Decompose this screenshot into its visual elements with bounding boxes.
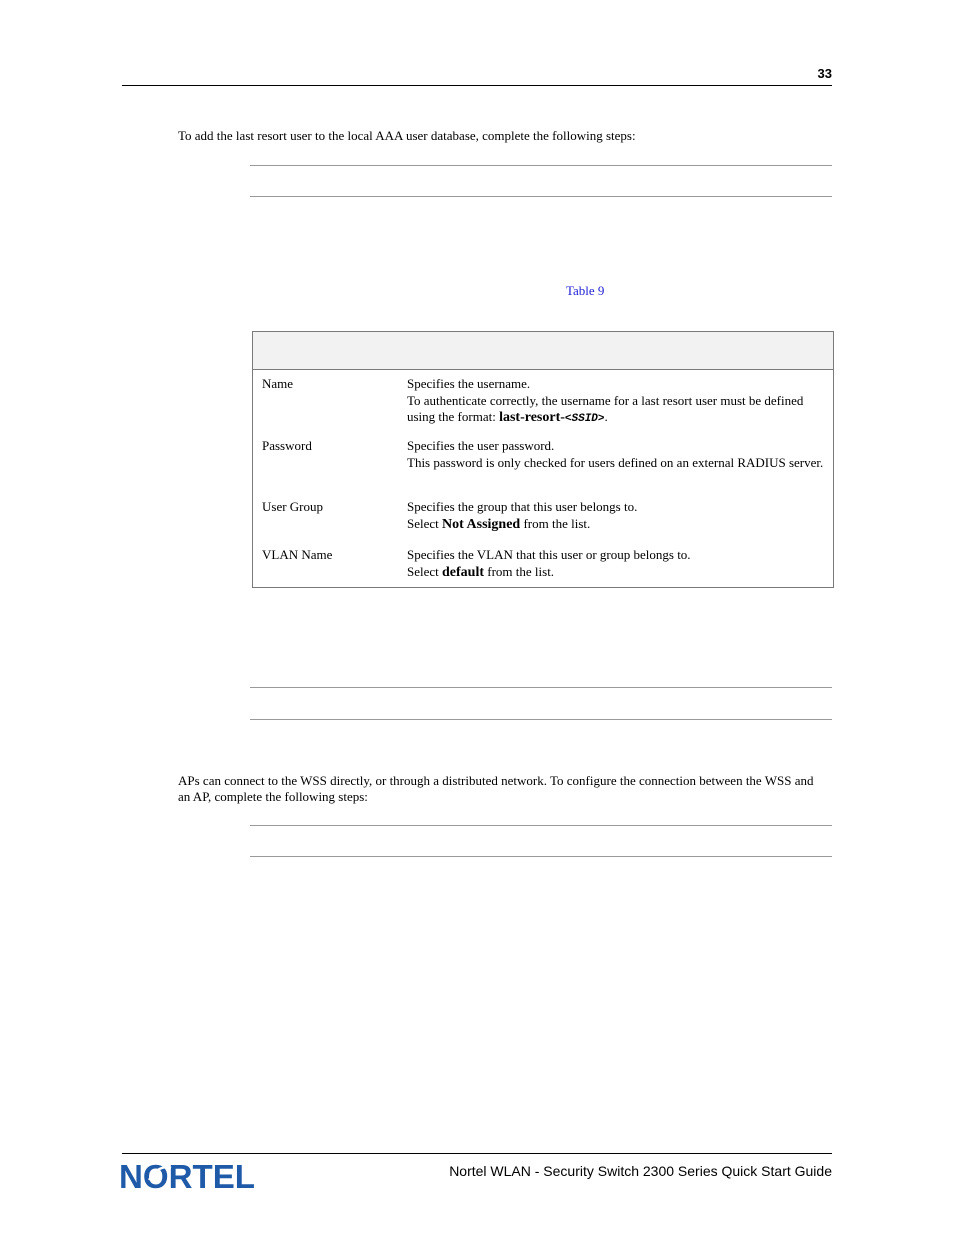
- procedure-rule-bottom: [250, 196, 832, 197]
- username-format-bold: last-resort-: [499, 410, 565, 425]
- description-line: Specifies the VLAN that this user or group belongs to.: [407, 547, 691, 562]
- row-description-cell: [407, 376, 827, 427]
- procedure-rule-top: [250, 687, 832, 688]
- row-description-cell: [407, 438, 827, 471]
- procedure-rule-bottom: [250, 719, 832, 720]
- nortel-logo: [119, 1158, 257, 1192]
- description-line: This password is only checked for users defined on an external RADIUS server.: [407, 455, 824, 470]
- description-text: from the list.: [520, 516, 591, 531]
- nortel-logo-text: NORTEL: [119, 1158, 255, 1192]
- username-format-ssid: <SSID>: [564, 413, 605, 425]
- procedure-rule-top: [250, 165, 832, 166]
- option-bold: Not Assigned: [442, 517, 521, 532]
- description-line: [407, 564, 827, 581]
- row-name-cell: Password: [262, 438, 312, 453]
- description-text: Select: [407, 564, 443, 579]
- header-rule: [122, 85, 832, 86]
- description-text: Select: [407, 516, 443, 531]
- ap-connection-paragraph: APs can connect to the WSS directly, or through a distributed network. To configure the connection between the WSS and an AP, complete the following steps:: [178, 773, 814, 804]
- description-line: [407, 516, 827, 533]
- description-line: Specifies the user password.: [407, 438, 555, 453]
- description-line: Specifies the group that this user belongs to.: [407, 499, 638, 514]
- footer-document-title: Nortel WLAN - Security Switch 2300 Series Quick Start Guide: [449, 1163, 832, 1179]
- row-description-cell: [407, 499, 827, 533]
- page-number: 33: [817, 66, 832, 81]
- table-reference-link[interactable]: Table 9: [566, 283, 605, 298]
- intro-paragraph: To add the last resort user to the local AAA user database, complete the following steps:: [178, 128, 636, 143]
- parameters-table: [252, 331, 834, 588]
- row-name-cell: Name: [262, 376, 294, 391]
- row-description-cell: [407, 547, 827, 581]
- footer-rule: [122, 1153, 832, 1154]
- description-text: .: [604, 409, 608, 424]
- description-text: To authenticate correctly, the username for a last resort user must be defined using the format:: [407, 393, 804, 424]
- description-line: Specifies the username.: [407, 376, 531, 391]
- row-name-cell: VLAN Name: [262, 547, 333, 562]
- row-name-cell: User Group: [262, 499, 324, 514]
- table-header-row: [253, 332, 833, 370]
- procedure-rule-bottom: [250, 856, 832, 857]
- description-line: [407, 393, 827, 427]
- option-bold: default: [442, 565, 485, 580]
- procedure-rule-top: [250, 825, 832, 826]
- description-text: from the list.: [484, 564, 555, 579]
